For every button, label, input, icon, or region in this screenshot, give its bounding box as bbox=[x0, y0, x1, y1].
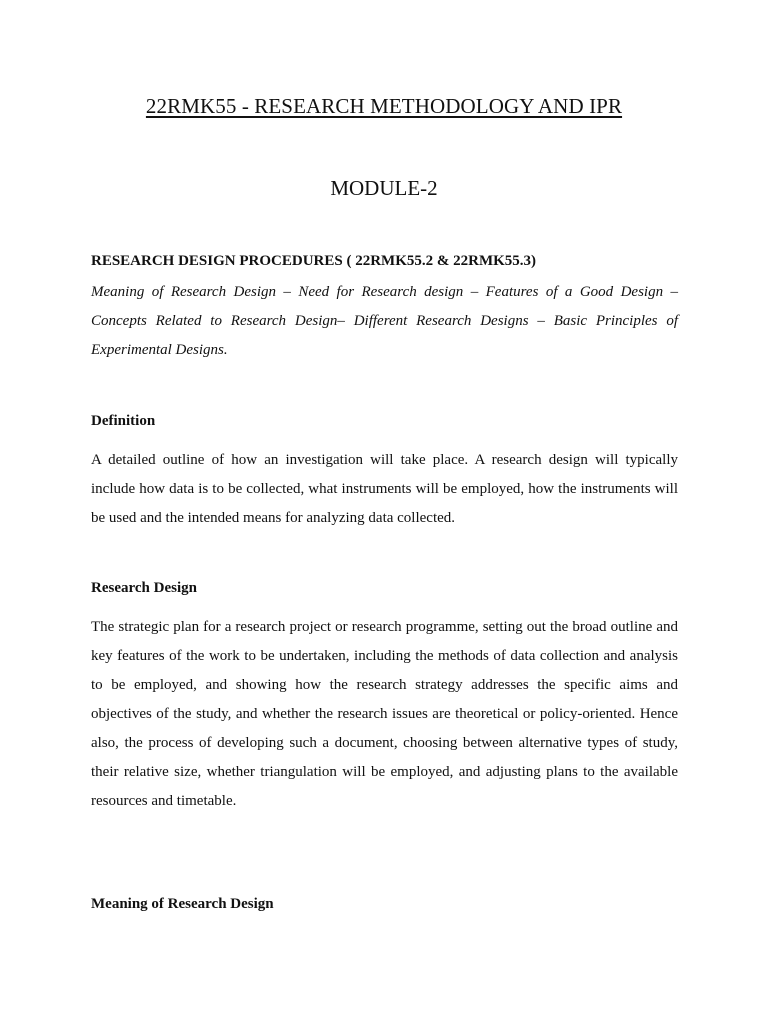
definition-heading: Definition bbox=[91, 413, 156, 429]
document-title: 22RMK55 - RESEARCH METHODOLOGY AND IPR bbox=[145, 94, 623, 118]
section-heading: RESEARCH DESIGN PROCEDURES ( 22RMK55.2 & 22RMK55.3) bbox=[91, 253, 537, 269]
meaning-heading: Meaning of Research Design bbox=[91, 896, 274, 912]
research-design-text: The strategic plan for a research project or research programme, setting out the broad outline and key features of the work to be undertaken, including the methods of data collection and analysis to be employed, and showing how the research strategy addresses the specific aims and objectives of the study, and whether the research issues are theoretical or policy-oriented. Hence also, the process of developing such a document, choosing between alternative types of study, their relative size, whether triangulation will be employed, and adjusting plans to the available resources and timetable. bbox=[91, 619, 678, 809]
section-topics: Meaning of Research Design – Need for Research design – Features of a Good Design – Concepts Related to Research Design– Different Research Designs – Basic Principles of Experimental Designs. bbox=[91, 284, 678, 358]
research-design-heading: Research Design bbox=[91, 580, 197, 596]
definition-text: A detailed outline of how an investigation will take place. A research design will typically include how data is to be collected, what instruments will be employed, how the instruments will be used and the intended means for analyzing data collected. bbox=[91, 452, 678, 526]
module-title: MODULE-2 bbox=[330, 176, 438, 200]
document-body bbox=[91, 250, 678, 915]
